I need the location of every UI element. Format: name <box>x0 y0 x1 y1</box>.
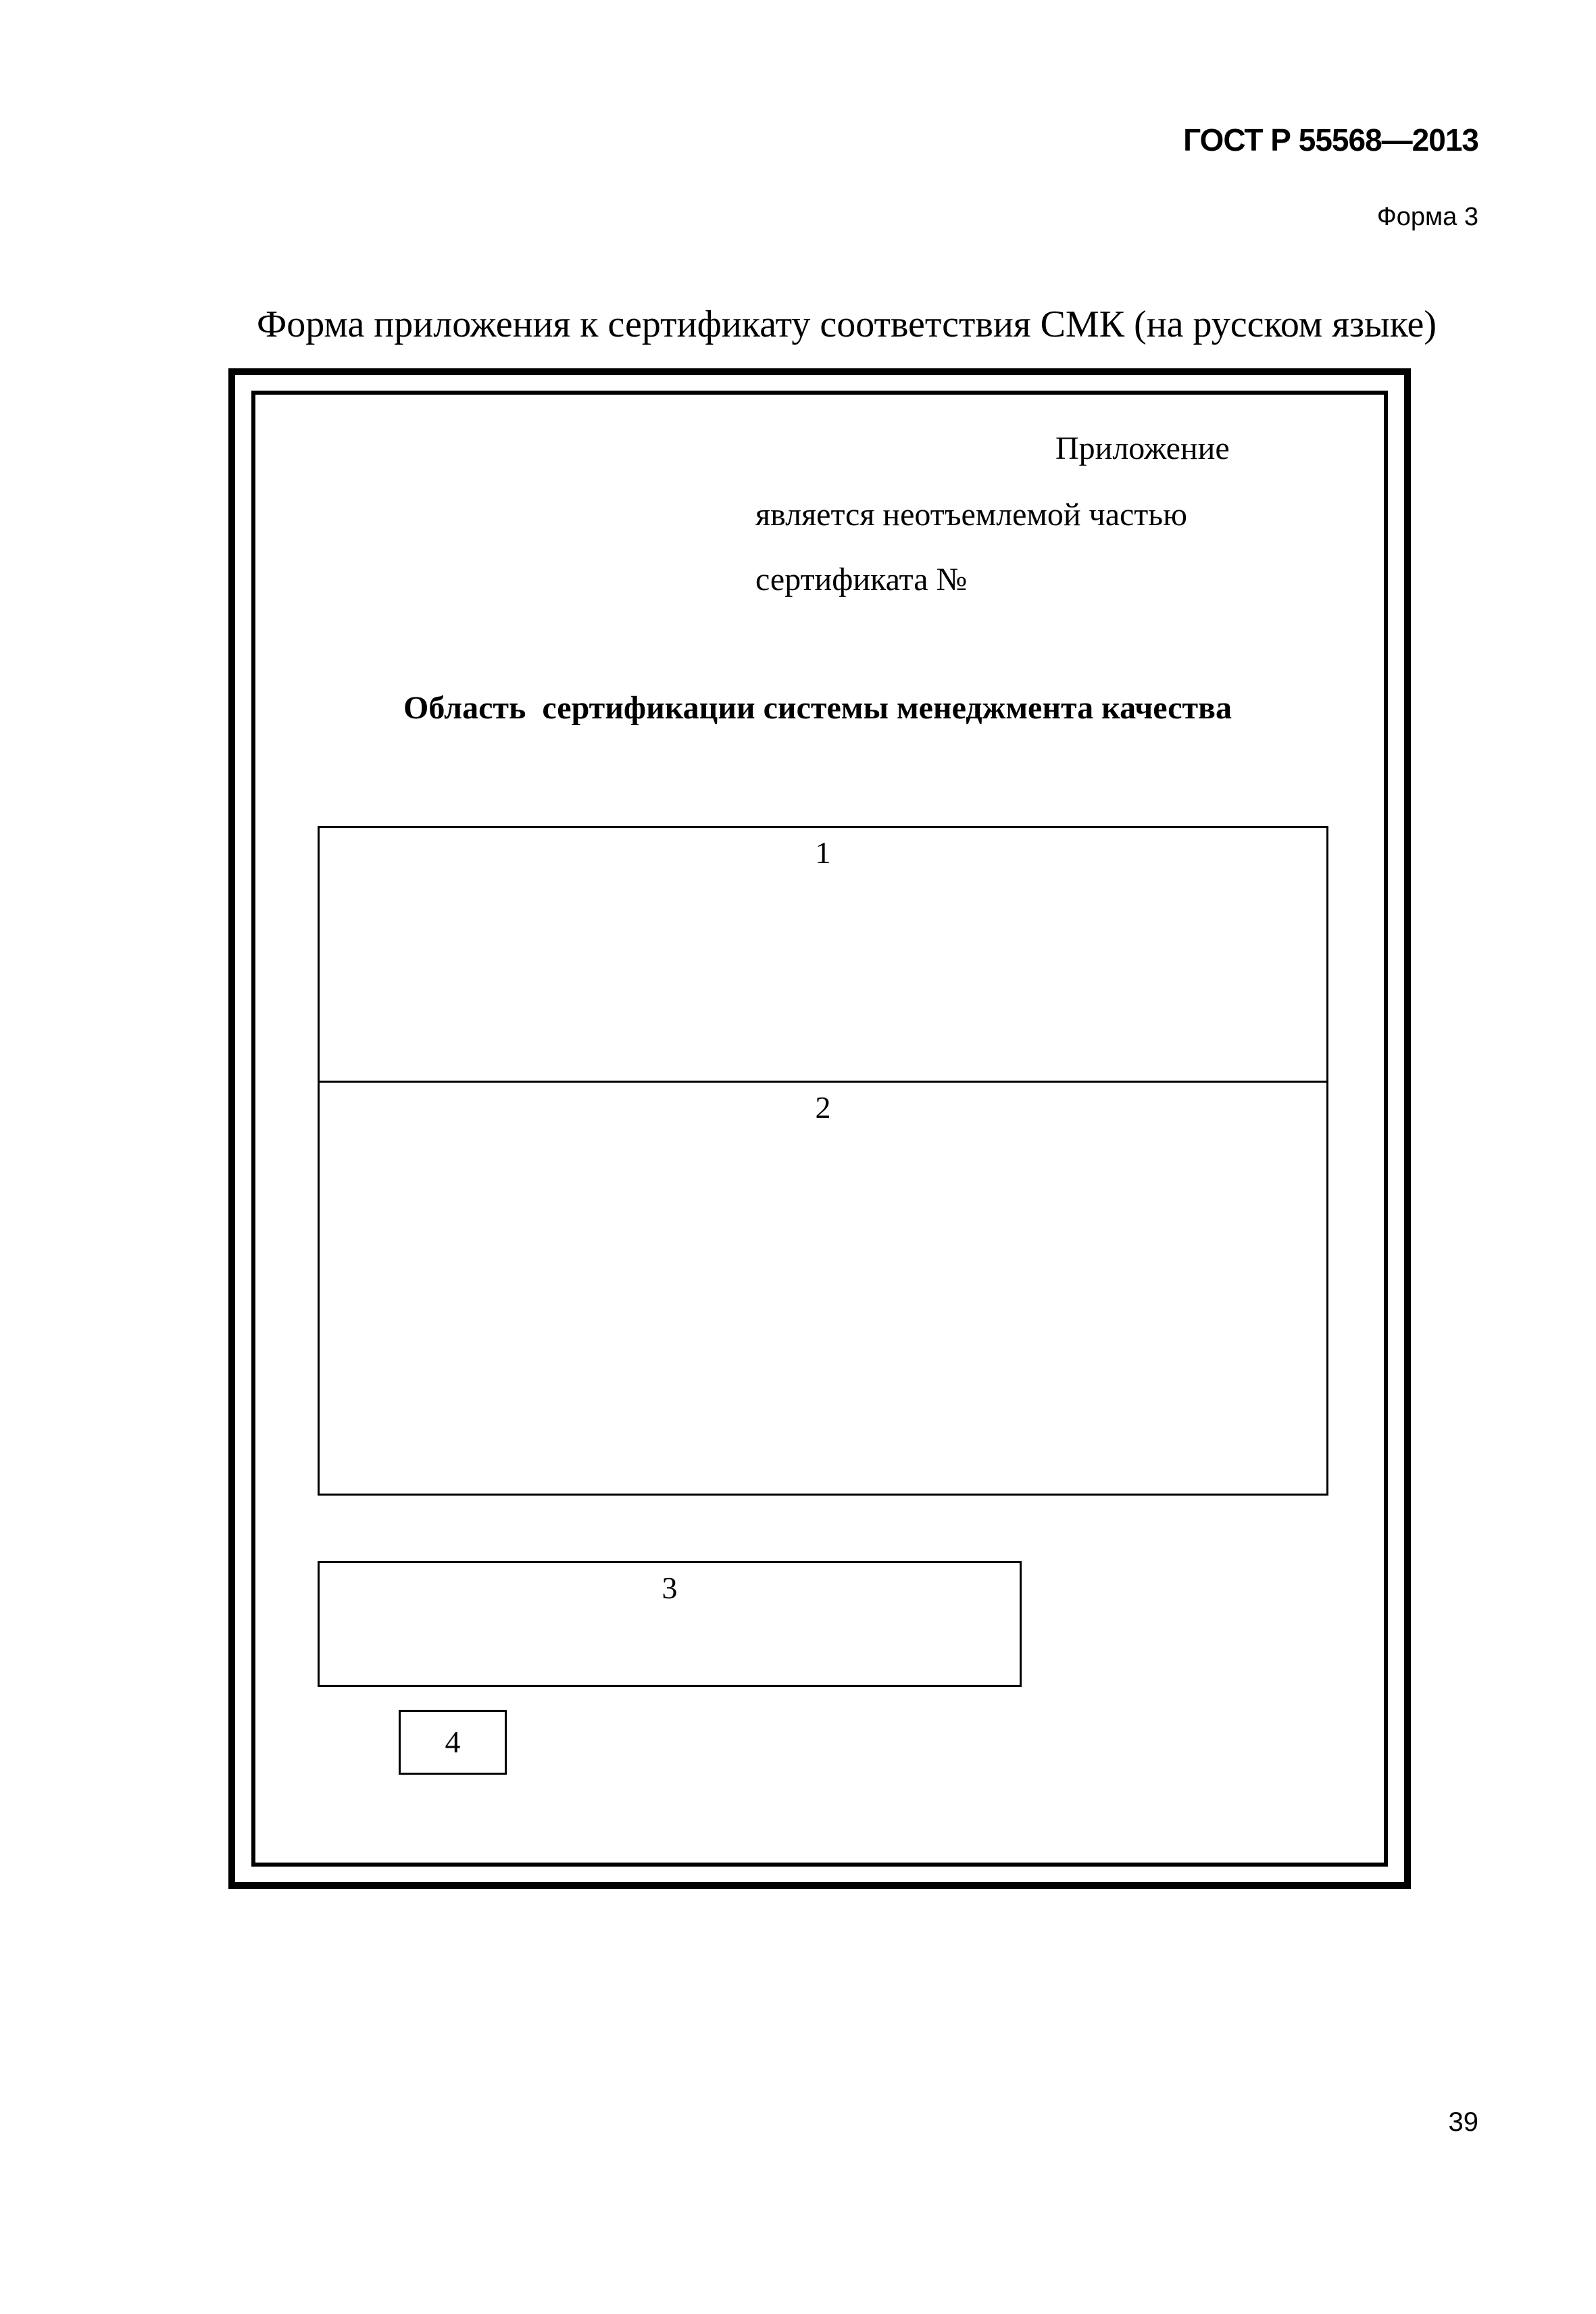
form-number: Форма 3 <box>1376 203 1478 231</box>
scope-heading: Область сертификации системы менеджмента качества <box>403 690 1232 726</box>
page-number: 39 <box>1448 2107 1478 2137</box>
field-number-3: 3 <box>662 1571 678 1605</box>
field-box-1 <box>318 826 1328 1083</box>
field-number-1: 1 <box>815 835 831 870</box>
field-box-2 <box>318 1081 1328 1496</box>
field-box-4 <box>399 1710 507 1775</box>
field-box-3 <box>318 1561 1022 1687</box>
appendix-note-line-1: является неотъемлемой частью <box>755 497 1188 533</box>
standard-code: ГОСТ Р 55568—2013 <box>1183 122 1478 157</box>
appendix-label: Приложение <box>1055 430 1230 466</box>
field-number-4: 4 <box>445 1725 461 1759</box>
appendix-note-line-2: сертификата № <box>755 562 968 597</box>
form-title: Форма приложения к сертификату соответствия СМК (на русском языке) <box>257 303 1437 345</box>
field-number-2: 2 <box>815 1090 831 1125</box>
